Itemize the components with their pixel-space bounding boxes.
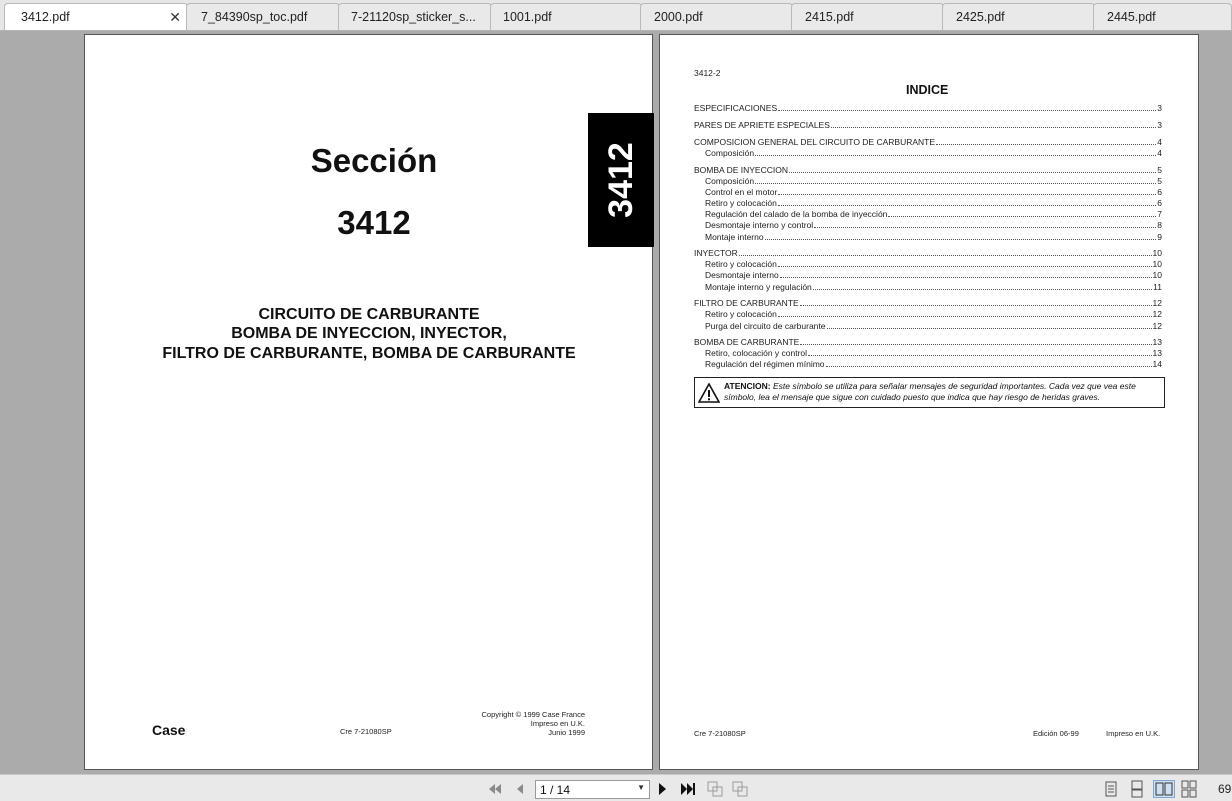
section-word: Sección: [310, 142, 438, 179]
toc-entry[interactable]: [705, 347, 1162, 358]
tab-label: 2445.pdf: [1107, 10, 1156, 24]
tab-label: 2415.pdf: [805, 10, 854, 24]
toc-entry[interactable]: [705, 320, 1162, 331]
copyright-line: Copyright © 1999 Case France: [481, 710, 585, 719]
toc-entry-page: 10: [1152, 259, 1162, 269]
first-page-button[interactable]: [486, 780, 504, 798]
copyright-line: Junio 1999: [548, 728, 585, 737]
subtitle-line: CIRCUITO DE CARBURANTE: [258, 306, 480, 323]
toc-entry[interactable]: [705, 358, 1162, 369]
toc-leader-dots: [831, 127, 1156, 128]
edition-label: Edición 06-99: [1033, 729, 1079, 738]
toc-leader-dots: [739, 255, 1152, 256]
pdf-page-2: [659, 34, 1199, 770]
toc-entry-page: 13: [1152, 337, 1162, 347]
toc-entry-page: 11: [1153, 282, 1162, 292]
toc-entry-label: Montaje interno: [705, 232, 764, 242]
toc-entry[interactable]: [705, 147, 1162, 158]
toc-entry-page: 12: [1152, 309, 1162, 319]
document-code: Cre 7-21080SP: [340, 727, 392, 736]
previous-page-icon: [511, 780, 529, 798]
toc-entry-label: PARES DE APRIETE ESPECIALES: [694, 120, 830, 130]
toc-entry[interactable]: [694, 297, 1162, 308]
toc-entry-label: Control en el motor: [705, 187, 778, 197]
toc-entry-label: Purga del circuito de carburante: [705, 321, 826, 331]
toc-entry-page: 10: [1152, 270, 1162, 280]
continuous-facing-icon: [1180, 780, 1198, 798]
chevron-down-icon[interactable]: ▼: [637, 783, 645, 792]
warning-body: Este símbolo se utiliza para señalar mensajes de seguridad importantes. Cada vez que vea este símbolo, lea el mensaje que sigue con cuidado puesto que indica que hay riesgo de heridas graves.: [724, 381, 1136, 402]
next-page-icon: [654, 780, 672, 798]
toc-leader-dots: [826, 366, 1152, 367]
tab-2425[interactable]: [942, 3, 1095, 31]
toc-entry-page: 8: [1157, 220, 1162, 230]
toc-entry-label: FILTRO DE CARBURANTE: [694, 298, 799, 308]
next-page-button[interactable]: [654, 780, 672, 798]
toc-entry-label: Composición: [705, 176, 755, 186]
toc-entry-label: Retiro y colocación: [705, 309, 777, 319]
toc-leader-dots: [755, 155, 1156, 156]
tab-label: 2425.pdf: [956, 10, 1005, 24]
bottom-toolbar: [0, 774, 1232, 801]
pdf-page-1: [84, 34, 653, 770]
toc-leader-dots: [814, 227, 1156, 228]
subtitle-line: BOMBA DE INYECCION, INYECTOR,: [231, 325, 507, 342]
tab-1001[interactable]: [490, 3, 642, 31]
toc-entry[interactable]: [705, 281, 1162, 292]
close-icon[interactable]: ✕: [169, 9, 181, 25]
tab-label: 7-21120sp_sticker_s...: [351, 10, 476, 24]
toc-entry-page: 10: [1152, 248, 1162, 258]
toc-leader-dots: [789, 172, 1156, 173]
warning-heading: ATENCION:: [724, 381, 771, 391]
single-page-view-button[interactable]: [1102, 780, 1120, 798]
toc-leader-dots: [813, 289, 1152, 290]
tab-7-21120sp_sticker[interactable]: [338, 3, 492, 31]
toc-entry-page: 12: [1152, 321, 1162, 331]
toc-entry-label: Desmontaje interno: [705, 270, 779, 280]
page-code: 3412-2: [694, 68, 721, 78]
toc-entry-label: COMPOSICION GENERAL DEL CIRCUITO DE CARBURANTE: [694, 137, 936, 147]
toc-entry[interactable]: [705, 175, 1162, 186]
toc-leader-dots: [800, 305, 1152, 306]
toc-entry[interactable]: [705, 269, 1162, 280]
subtitle-line: FILTRO DE CARBURANTE, BOMBA DE CARBURANTE: [162, 345, 576, 362]
toc-entry-label: INYECTOR: [694, 248, 738, 258]
toc-leader-dots: [888, 216, 1156, 217]
tab-2000[interactable]: [640, 3, 793, 31]
warning-text: [724, 381, 1164, 403]
toc-entry-label: ESPECIFICACIONES: [694, 103, 778, 113]
page-indicator: 1 / 14: [540, 783, 571, 797]
page-number-field[interactable]: [535, 780, 650, 799]
toc-entry[interactable]: [705, 258, 1162, 269]
toc-entry[interactable]: [694, 119, 1162, 130]
tab-label: 3412.pdf: [21, 10, 70, 24]
toc-leader-dots: [778, 110, 1156, 111]
warning-box: [694, 377, 1165, 408]
toc-entry-label: BOMBA DE INYECCION: [694, 165, 788, 175]
toc-leader-dots: [827, 328, 1152, 329]
toc-entry-label: Retiro y colocación: [705, 259, 777, 269]
last-page-icon: [678, 780, 696, 798]
toc-leader-dots: [808, 355, 1151, 356]
toc-entry-label: Retiro, colocación y control: [705, 348, 808, 358]
section-side-tab: [588, 113, 654, 247]
toc-leader-dots: [778, 316, 1152, 317]
tab-label: 1001.pdf: [503, 10, 552, 24]
previous-view-icon: [706, 780, 724, 798]
continuous-view-button[interactable]: [1128, 780, 1146, 798]
toc-leader-dots: [800, 344, 1151, 345]
next-view-button[interactable]: [731, 780, 749, 798]
toc-entry[interactable]: [694, 102, 1162, 113]
toc-entry-page: 13: [1152, 348, 1162, 358]
warning-icon: [698, 383, 720, 403]
toc-entry-label: Retiro y colocación: [705, 198, 777, 208]
document-viewport[interactable]: [0, 32, 1232, 774]
toc-entry-page: 12: [1152, 298, 1162, 308]
toc-entry-label: Desmontaje interno y control: [705, 220, 814, 230]
tab-2445[interactable]: [1093, 3, 1232, 31]
toc-entry[interactable]: [705, 208, 1162, 219]
toc-entry-label: Regulación del régimen mínimo: [705, 359, 825, 369]
toc-entry-page: 4: [1157, 148, 1162, 158]
single-page-icon: [1102, 780, 1120, 798]
toc-entry-page: 3: [1157, 120, 1162, 130]
first-page-icon: [486, 780, 504, 798]
toc-entry[interactable]: [705, 219, 1162, 230]
facing-view-button[interactable]: [1153, 780, 1175, 798]
toc-leader-dots: [765, 239, 1157, 240]
toc-leader-dots: [936, 144, 1156, 145]
toc-entry-label: Regulación del calado de la bomba de inyección: [705, 209, 888, 219]
toc-entry-page: 7: [1157, 209, 1162, 219]
facing-pages-icon: [1154, 781, 1174, 797]
copyright-line: Impreso en U.K.: [530, 719, 585, 728]
toc-entry[interactable]: [705, 308, 1162, 319]
tab-label: 7_84390sp_toc.pdf: [201, 10, 308, 24]
toc-entry[interactable]: [694, 247, 1162, 258]
toc-entry-page: 4: [1157, 137, 1162, 147]
tab-label: 2000.pdf: [654, 10, 703, 24]
side-tab-label: 3412: [602, 142, 640, 218]
toc-entry[interactable]: [694, 164, 1162, 175]
previous-page-button[interactable]: [511, 780, 529, 798]
tab-bar: [0, 0, 1232, 31]
toc-entry[interactable]: [705, 197, 1162, 208]
section-number: 3412: [337, 204, 411, 241]
printed-label: Impreso en U.K.: [1106, 729, 1161, 738]
tab-7_84390sp_toc[interactable]: [186, 3, 340, 31]
toc-title: INDICE: [906, 83, 949, 97]
zoom-level[interactable]: 69: [1218, 782, 1232, 796]
toc-entry-label: BOMBA DE CARBURANTE: [694, 337, 800, 347]
previous-view-button[interactable]: [706, 780, 724, 798]
toc-entry-page: 5: [1157, 176, 1162, 186]
continuous-page-icon: [1128, 780, 1146, 798]
tab-2415[interactable]: [791, 3, 944, 31]
toc-leader-dots: [778, 266, 1152, 267]
last-page-button[interactable]: [678, 780, 696, 798]
toc-leader-dots: [780, 277, 1152, 278]
toc-entry-page: 14: [1152, 359, 1162, 369]
toc-leader-dots: [778, 194, 1156, 195]
document-code: Cre 7-21080SP: [694, 729, 746, 738]
next-view-icon: [731, 780, 749, 798]
toc-leader-dots: [755, 183, 1156, 184]
toc-entry[interactable]: [705, 231, 1162, 242]
toc-entry-page: 6: [1157, 198, 1162, 208]
toc-entry-page: 5: [1157, 165, 1162, 175]
toc-entry-label: Montaje interno y regulación: [705, 282, 812, 292]
toc-entry-page: 3: [1157, 103, 1162, 113]
continuous-facing-view-button[interactable]: [1180, 780, 1198, 798]
toc-leader-dots: [778, 205, 1156, 206]
toc-entry[interactable]: [705, 186, 1162, 197]
toc-entry-page: 9: [1157, 232, 1162, 242]
toc-entry[interactable]: [694, 136, 1162, 147]
toc-entry-page: 6: [1157, 187, 1162, 197]
tab-3412[interactable]: [4, 3, 188, 31]
toc-entry[interactable]: [694, 336, 1162, 347]
toc-entry-label: Composición: [705, 148, 755, 158]
brand-logo: Case: [152, 722, 186, 738]
